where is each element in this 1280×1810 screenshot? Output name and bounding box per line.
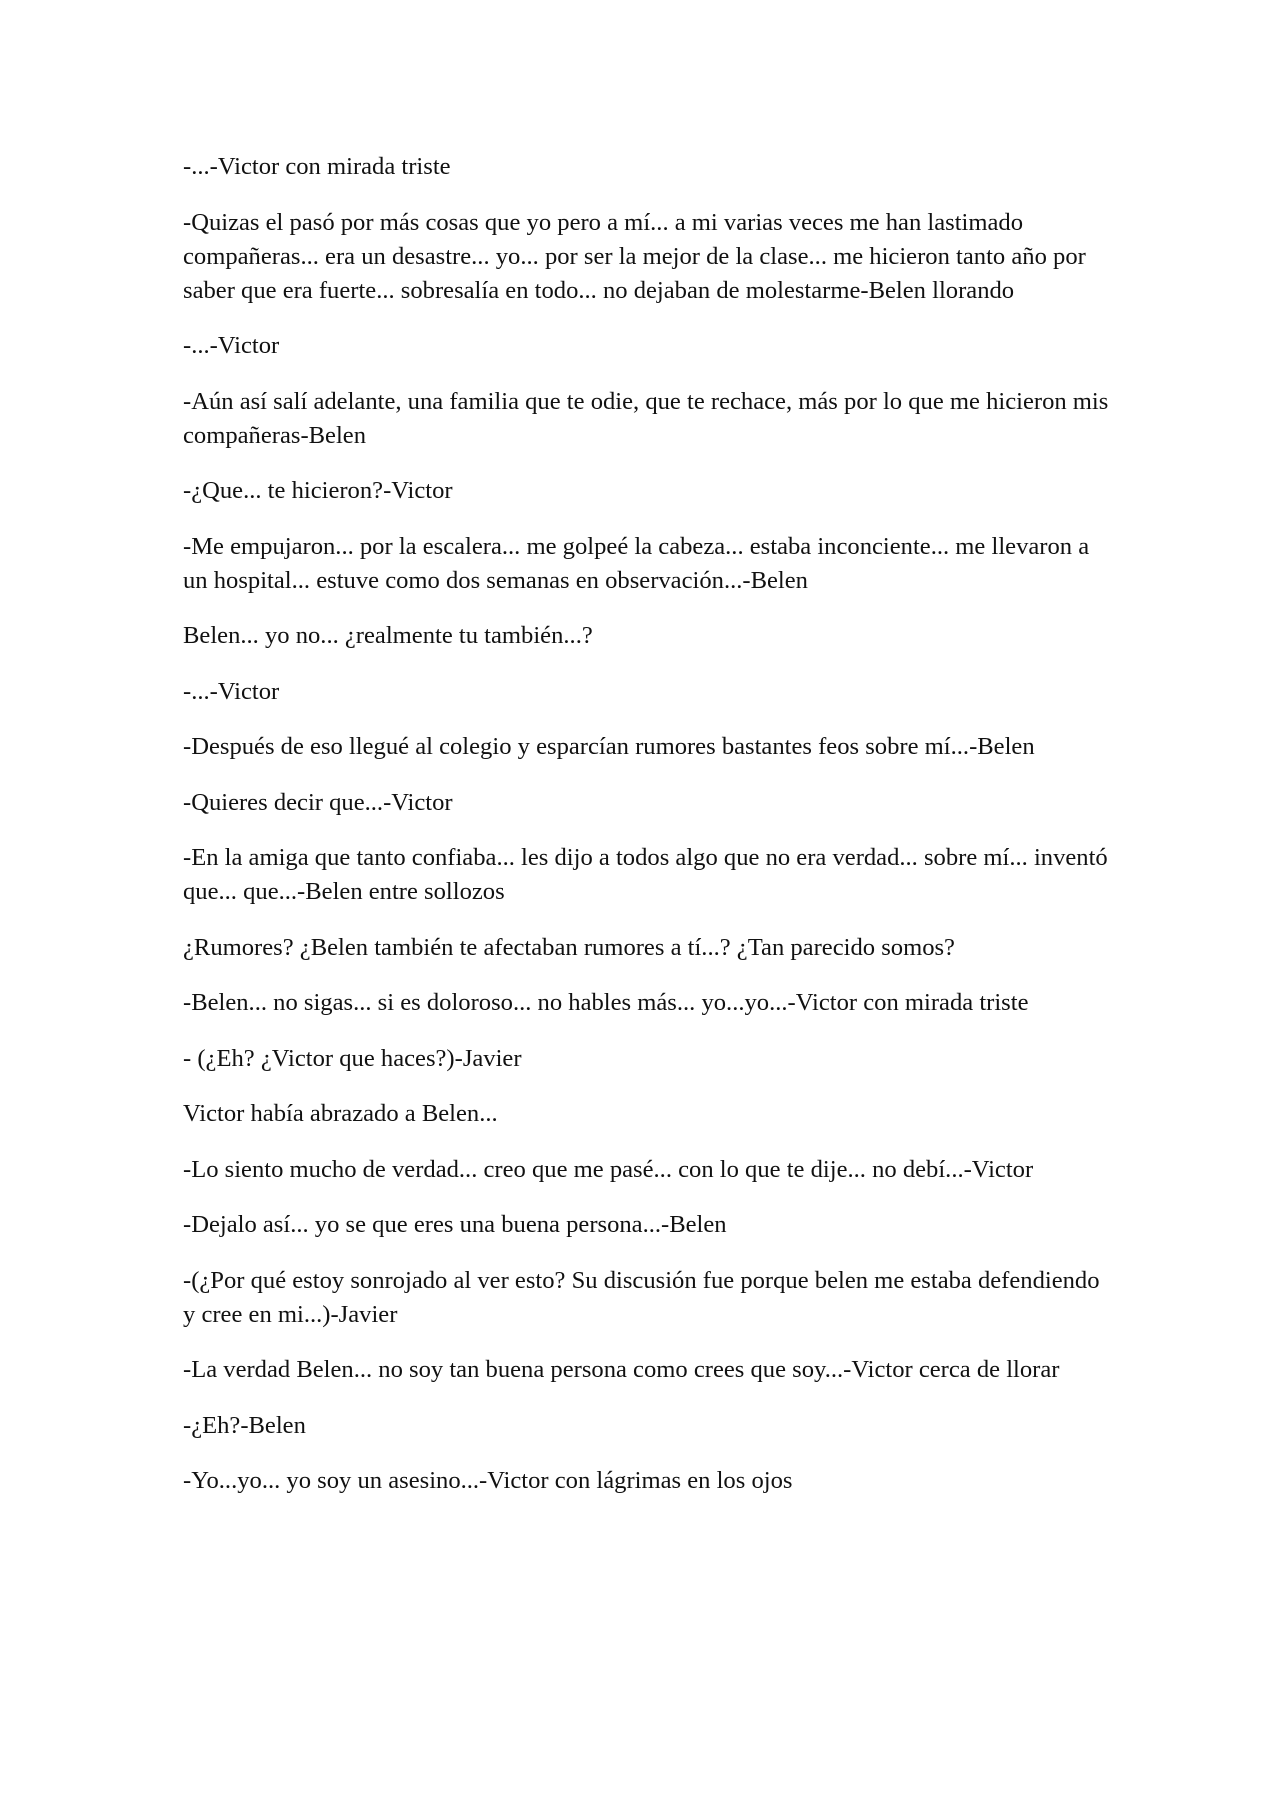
paragraph: -(¿Por qué estoy sonrojado al ver esto? Su discusión fue porque belen me estaba defendiendo y cree en mi...)-Javier xyxy=(183,1266,1100,1328)
paragraph: Victor había abrazado a Belen... xyxy=(183,1100,498,1127)
paragraph: -En la amiga que tanto confiaba... les dijo a todos algo que no era verdad... sobre mí... inventó que... que...-Belen entre sollozos xyxy=(183,844,1108,905)
paragraph: -Aún así salí adelante, una familia que te odie, que te rechace, más por lo que me hicieron mis compañeras-Belen xyxy=(183,387,1109,449)
paragraph: -¿Que... te hicieron?-Victor xyxy=(183,477,453,504)
paragraph: - (¿Eh? ¿Victor que haces?)-Javier xyxy=(183,1044,522,1072)
paragraph: -...-Victor xyxy=(183,677,280,705)
document-body xyxy=(183,150,1113,1520)
paragraph: -Belen... no sigas... si es doloroso... no hables más... yo...yo...-Victor con mirada triste xyxy=(183,989,1029,1016)
paragraph: -Me empujaron... por la escalera... me golpeé la cabeza... estaba inconciente... me llevaron a un hospital... estuve como dos semanas en observación...-Belen xyxy=(183,532,1090,594)
paragraph: -Después de eso llegué al colegio y esparcían rumores bastantes feos sobre mí...-Belen xyxy=(183,733,1035,760)
paragraph: -...-Victor con mirada triste xyxy=(183,153,451,180)
paragraph: -Dejalo así... yo se que eres una buena persona...-Belen xyxy=(183,1211,727,1238)
paragraph: -Lo siento mucho de verdad... creo que me pasé... con lo que te dije... no debí...-Victor xyxy=(183,1155,1034,1183)
paragraph: -Quizas el pasó por más cosas que yo pero a mí... a mi varias veces me han lastimado compañeras... era un desastre... yo... por ser la mejor de la clase... me hicieron tanto año por saber que era fuerte... sobresalía en todo... no dejaban de molestarme-Belen llorando xyxy=(183,208,1086,304)
paragraph: ¿Rumores? ¿Belen también te afectaban rumores a tí...? ¿Tan parecido somos? xyxy=(183,933,955,961)
paragraph: -La verdad Belen... no soy tan buena persona como crees que soy...-Victor cerca de llorar xyxy=(183,1356,1060,1383)
paragraph: -...-Victor xyxy=(183,332,280,359)
paragraph: -Yo...yo... yo soy un asesino...-Victor con lágrimas en los ojos xyxy=(183,1467,793,1494)
paragraph: -Quieres decir que...-Victor xyxy=(183,788,453,816)
paragraph: Belen... yo no... ¿realmente tu también...? xyxy=(183,622,593,649)
paragraph: -¿Eh?-Belen xyxy=(183,1411,306,1439)
